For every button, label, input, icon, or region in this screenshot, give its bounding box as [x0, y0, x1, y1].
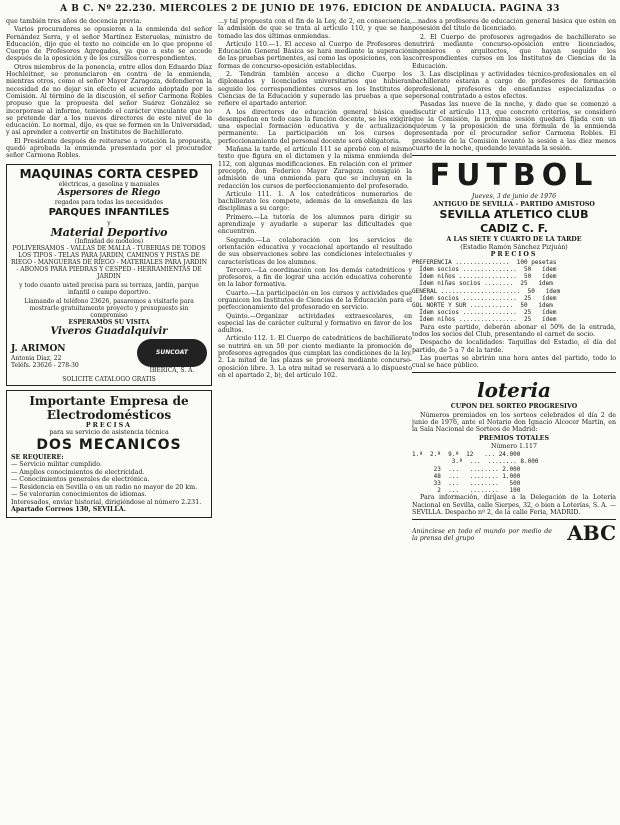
article-paragraph: Segundo.—La colaboración con los servicios de orientación educativa y vocacional aportando el resultado de sus observaciones sobre las condiciones intelectuales y características de los alumnos. [218, 236, 412, 266]
ad-title: MAQUINAS CORTA CESPED [19, 166, 199, 181]
ad-requirement: — Residencia en Sevilla o en un radio no mayor de 20 km. [11, 483, 198, 491]
ad-loteria [412, 377, 616, 516]
ad-wait: ESPERAMOS SU VISITA [68, 318, 150, 326]
ad-title-parques: PARQUES INFANTILES [48, 206, 170, 218]
article-paragraph: Mañana la tarde, el artículo 111 se aprobó con el mismo texto que figura en el dictamen y la misma enmienda del 112, con algunas modificaciones. En relación con el primer precepto, don Federico Mayor Zaragoza consiguió la admisión de una enmienda para que se incluyan en la redacción los cursos de perfeccionamiento del profesorado. [218, 146, 412, 190]
ad-requirement: — Conocimientos generales de electrónica. [11, 476, 150, 484]
ad-conjunction: y [107, 219, 111, 227]
ad-name: J. ARIMON [11, 343, 66, 354]
ad-title-aspersores: Aspersores de Riego [57, 187, 161, 198]
article-paragraph: Pasadas las nueve de la noche, y dado que se comenzó a discutir el artículo 113, que concretó criterios, se consideró que la Comisión, la próxima sesión quedará fijada con un quórum y la proposición de una fórmula de la enmienda presentada por el procurador señor Carmona Robles. El presidente de la Comisión levantó la sesión a las diez menos cuarto de la noche, quedando levantada la sesión. [412, 101, 616, 153]
article-paragraph: 2. El Cuerpo de profesores agregados de bachillerato se nutrirá mediante concurso-oposición entre licenciados, ingenieros o arquitectos, que hayan seguido los correspondientes cursos en los Institutos de Ciencias de la Educación. [412, 33, 616, 70]
divider [412, 519, 616, 520]
ad-title-material: Material Deportivo [50, 225, 168, 239]
page-header: A B C. Nº 22.230. MIERCOLES 2 DE JUNIO DE 1976. EDICION DE ANDALUCIA. PAGINA 33 [60, 4, 560, 14]
divider [412, 155, 616, 156]
ad-subtitle: (Infinidad de modelos) [74, 237, 144, 245]
lotto-info: Para información, diríjase a la Delegación de la Lotería Nacional en Sevilla, calle Sierpes, 32, o bien a Loterías, S. A. — SEVILLA. Despacho nº 2, de la calle Feria, MADRID. [412, 494, 616, 517]
futbol-sub: ANTIGUO DE SEVILLA - PARTIDO AMISTOSO [433, 200, 595, 208]
ad-electrodomesticos [6, 390, 212, 518]
ad-precisa: PRECISA [85, 421, 133, 429]
article-paragraph: Quinto.—Organizar actividades extraescolares, en especial las de carácter cultural y formativo en favor de los adultos. [218, 312, 412, 335]
futbol-title: FUTBOL [429, 158, 599, 194]
lotto-title: CUPON DEL SORTEO PROGRESIVO [450, 403, 578, 411]
ad-requirement: — Se valorarán conocimientos de idiomas. [11, 491, 147, 499]
futbol-note: (Estadio Ramón Sánchez Pizjuán) [460, 243, 568, 251]
abc-footer-text: Anúnciese en todo el mundo por medio de la prensa del grupo [412, 527, 552, 543]
lotto-number: Número 1.117 [490, 442, 538, 450]
article-paragraph: A los directores de educación general básica que desempeñan en todo caso la función docente, se les exigirá una especial formación educativa y de actualización permanente. La participación en los cursos de perfeccionamiento del personal docente será obligatoria. [218, 108, 412, 145]
ad-detail: y todo cuanto usted precisa para su terraza, jardín, parque infantil o campo deportivo. [19, 281, 199, 296]
ad-maquinas [6, 164, 212, 386]
ad-title: Importante Empresa de Electrodomésticos [29, 393, 189, 422]
abc-footer [412, 521, 616, 546]
column-middle [218, 18, 412, 818]
ad-phone: Teléfs. 23626 - 278-30 [11, 361, 79, 369]
abc-logo: ABC [567, 521, 616, 546]
futbol-info: Las puertas se abrirán una hora antes del partido, todo lo cual se hace público. [412, 354, 616, 370]
article-paragraph: ...y tal propuesta con el fin de la Ley, de 2, en consecuencia, la admisión de que se trata al artículo 110, y que se han tomado las dos últimas enmiendas. [218, 18, 412, 40]
futbol-info: Para este partido, deberán abonar el 50% de la entrada, todos los socios del Club, presentando el carnet de socio. [412, 323, 616, 338]
futbol-price-table: PREFERENCIA ............... 100 pesetas Ídem socios ............... 50 ídem Ídem niños ................ 50 ídem Ídem niñas socios ........ 25 ídem GENERAL ...................... 50 ídem Ídem socios ............... 25 ídem GOL NORTE Y SUR ............ 50 ídem Ídem socios ............... 25 ídem Ídem niños ................ 25 ídem [412, 258, 561, 324]
article-paragraph: Artículo 110.—1. El acceso al Cuerpo de Profesores de Educación General Básica se hará mediante la superación de las pruebas pertinentes, así como las oposiciones, con las formas de concurso-oposición establecidas. [218, 40, 412, 70]
column-right [412, 18, 616, 818]
ad-brand [137, 339, 207, 374]
ad-catalog: SOLICITE CATALOGO GRATIS [62, 375, 156, 383]
ad-vivero-row [11, 339, 207, 374]
article-paragraph: Otros miembros de la ponencia, entre ellos don Eduardo Díaz Hochleitner, se pronunciaron en contra de la enmienda, mientras otros, como el señor Mayor Zaragoza, defendieron la necesidad de no dejar sin efecto el acuerdo adoptado por la Comisión. Al término de la discusión, el señor Carmona Robles propuso que la propuesta del señor Suárez González se incorporase al informe, teniendo el carácter vinculante que no se pretende dar a los nuevos directores de este nivel de la educación. Lo normal, dijo, es que se formen en la Universidad, y así aprender a convertir en Institutos de Bachillerato. [6, 63, 212, 137]
ad-address: Antonia Díaz, 22 [11, 354, 62, 362]
article-paragraph: ...nados a profesores de educación general básica que estén en posesión del título de licenciado. [412, 18, 616, 33]
article-paragraph: Artículo 111. 1. A los catedráticos numerarios de bachillerato les compete, además de la enseñanza de las disciplinas a su cargo: [218, 190, 412, 213]
ad-requirements-title: SE REQUIERE: [11, 453, 64, 461]
article-paragraph: Primero.—La tutoría de los alumnos para dirigir su aprendizaje y ayudarle a superar las dificultades que encuentren. [218, 213, 412, 236]
ad-apply: Interesados, enviar historial, dirigiéndose al número 2.231. [11, 498, 202, 506]
ad-para: para su servicio de asistencia técnica [49, 429, 169, 437]
ad-contact [11, 344, 79, 369]
futbol-info: Despacho de localidades: Taquillas del Estadio, el día del partido, de 5 a 7 de la tarde. [412, 339, 616, 354]
divider [412, 372, 616, 373]
article-paragraph: Artículo 112. 1. El Cuerpo de catedráticos de bachillerato se nutrirá en un 50 por ciento mediante la promoción de profesores agregados que cumplan las condiciones de la ley. 2. La mitad de las plazas se proveerá mediante concurso-oposición libre. 3. La otra mitad se reservará a lo dispuesto en el apartado 2, b), del artículo 102. [218, 335, 412, 379]
lotto-text: Números premiados en los sorteos celebrados el día 2 de junio de 1976, ante el Notario don Ignacio Alcocer Martín, en la Sala Nacional de Sorteos de Madrid: [412, 411, 616, 434]
article-paragraph: 3. Las disciplinas y actividades técnico-profesionales en el bachillerato estarán a cargo de profesores de formación profesional, profesores de enseñanzas especializadas o personal contratado a estos efectos. [412, 71, 616, 100]
ad-requirement: — Amplios conocimientos de electricidad. [11, 468, 145, 476]
loteria-logo: loteria [477, 378, 551, 403]
futbol-time: A LAS SIETE Y CUARTO DE LA TARDE [446, 236, 582, 244]
ad-vivero: Viveros Guadalquivir [50, 325, 168, 337]
futbol-team2: CADIZ C. F. [480, 222, 548, 236]
ad-call: Llamando al teléfono 23626, pasaremos a visitarle para mostrarle gratuitamente proyecto y presupuesto sin compromiso [24, 297, 194, 319]
article-paragraph: que también tres años de docencia previa. [6, 18, 142, 25]
futbol-precios: PRECIOS [490, 251, 538, 259]
ad-apartado: Apartado Correos 130, SEVILLA. [11, 506, 126, 514]
ad-futbol [412, 159, 616, 369]
article-paragraph: Cuarto.—La participación en los cursos y actividades que organicen los Institutos de Ciencias de la Educación para el perfeccionamiento del profesorado en servicio. [218, 289, 412, 312]
lotto-winners-title: PREMIOS TOTALES [478, 434, 550, 442]
brand-badge: SUNCOAT [137, 339, 207, 367]
ad-product-list: POLIVERSAMOS - VALLAS DE MALLA - TUBERIAS DE TODOS LOS TIPOS - TELAS PARA JARDIN, CAMINOS Y PISTAS DE RIEGO - MANGUERAS DE RIEGO - MATERIALES PARA JARDIN - ABONOS PARA PIEDRAS Y CESPED - HERRAMIENTAS DE JARDIN [11, 244, 207, 280]
futbol-team1: SEVILLA ATLETICO CLUB [439, 208, 589, 222]
ad-dos-mecanicos: DOS MECANICOS [36, 436, 182, 453]
ad-requirement: — Servicio militar cumplido. [11, 461, 102, 469]
column-left [6, 18, 212, 818]
article-paragraph: 2. Tendrán también acceso a dicho Cuerpo los diplomados y licenciados universitarios que hubieran seguido los correspondientes cursos en los Institutos de Ciencias de la Educación y superado las pruebas a que se refiere el apartado anterior. [218, 71, 412, 108]
lotto-winners: 1.ª 2.ª 9.ª 12 ... 24.000 3.ª ... ........ 8.000 23 ... ........ 2.000 48 ... ........ 1.000 33 ... ........ 500 2 ... ........ 100 [412, 451, 539, 495]
ad-subtitle: eléctricas, a gasolina y manuales [58, 180, 160, 188]
article-paragraph: Varios procuradores se opusieron a la enmienda del señor Fernández Serra, y el señor Martínez Esteruelas, ministro de Educación, dijo que el texto no coincide en lo que propone el Cuerpo de Profesores Agregados, ya que a este se accede después de la oposición y de los cursillos correspondientes. [6, 26, 212, 63]
article-paragraph: Tercero.—La coordinación con los demás catedráticos y profesores, a fin de lograr una acción educativa coherente en la labor formativa. [218, 266, 412, 289]
futbol-date: Jueves, 3 de junio de 1976 [471, 193, 557, 201]
article-paragraph: El Presidente después de reiterarse a votación la propuesta, quedó aprobada la enmienda presentada por el procurador señor Carmona Robles. [6, 137, 212, 160]
ad-subtitle: regados para todas las necesidades [54, 198, 164, 206]
brand-sub: IBERICA, S. A. [149, 366, 195, 374]
